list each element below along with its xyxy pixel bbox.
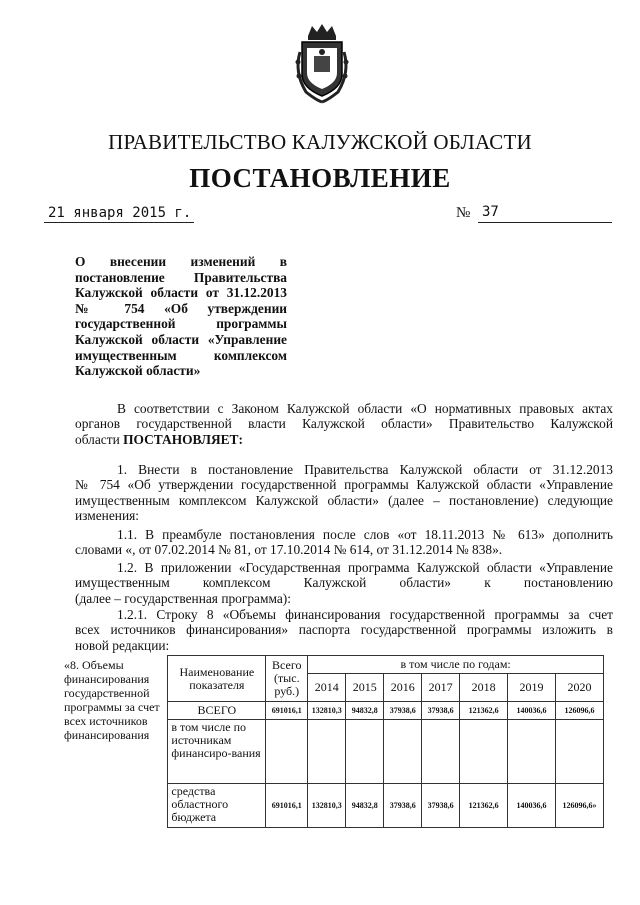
preamble-paragraph bbox=[75, 401, 613, 447]
paragraph-1-2 bbox=[75, 560, 613, 606]
year-header: 2019 bbox=[508, 674, 556, 702]
government-name: ПРАВИТЕЛЬСТВО КАЛУЖСКОЙ ОБЛАСТИ bbox=[108, 130, 532, 154]
row-label: ВСЕГО bbox=[168, 702, 266, 720]
text-line: новой редакции: bbox=[75, 637, 170, 653]
subject-line: имущественным комплексом bbox=[75, 347, 287, 363]
year-header: 2017 bbox=[422, 674, 460, 702]
year-header: 2014 bbox=[308, 674, 346, 702]
text-line: № 754 «Об утверждении государственной программы Калужской области «Управление bbox=[75, 477, 613, 493]
document-date: 21 января 2015 г. bbox=[48, 205, 192, 221]
text-line: всех источников финансирования» паспорта государственной программы изложить в bbox=[75, 622, 613, 638]
decree-keyword: ПОСТАНОВЛЯЕТ: bbox=[123, 431, 243, 447]
year-header: 2016 bbox=[384, 674, 422, 702]
text-line bbox=[75, 432, 613, 447]
table-cell: 132810,3 bbox=[308, 702, 346, 720]
row-label: средства областного бюджета bbox=[168, 784, 266, 828]
number-sign: № bbox=[456, 205, 471, 221]
table-cell: 126096,6 bbox=[555, 702, 603, 720]
table-cell: 126096,6» bbox=[555, 784, 603, 828]
text-line: имущественным комплексом Калужской области» к постановлению bbox=[75, 575, 613, 591]
subject-line: Калужской области «Управление bbox=[75, 331, 287, 347]
subject-line: О внесении изменений в bbox=[75, 254, 287, 269]
table-caption: «8. Объемы финансирования государственной программы за счет всех источников финансирования bbox=[64, 657, 160, 742]
subject-line: государственной программы bbox=[75, 316, 287, 332]
year-header: 2020 bbox=[555, 674, 603, 702]
date-underline bbox=[44, 222, 194, 223]
text-line: (далее – государственная программа): bbox=[75, 590, 291, 606]
text-line: 1.1. В преамбуле постановления после слов «от 18.11.2013 № 613» дополнить bbox=[117, 527, 613, 542]
text-fragment: области bbox=[75, 431, 124, 447]
text-line: 1.2. В приложении «Государственная программа Калужской области «Управление bbox=[117, 560, 613, 575]
table-cell: 94832,8 bbox=[346, 784, 384, 828]
year-header: 2018 bbox=[460, 674, 508, 702]
row-total: 691016,1 bbox=[266, 702, 308, 720]
document-type-title: ПОСТАНОВЛЕНИЕ bbox=[189, 163, 451, 193]
row-total: 691016,1 bbox=[266, 784, 308, 828]
table-cell bbox=[555, 720, 603, 784]
text-line: органов государственной власти Калужской области» Правительство Калужской bbox=[75, 416, 613, 432]
table-cell: 140036,6 bbox=[508, 702, 556, 720]
text-line: словами «, от 07.02.2014 № 81, от 17.10.2014 № 614, от 31.12.2014 № 838». bbox=[75, 542, 503, 558]
document-subject bbox=[75, 254, 287, 379]
text-line: 1.2.1. Строку 8 «Объемы финансирования государственной программы за счет bbox=[117, 607, 613, 622]
table-cell bbox=[508, 720, 556, 784]
coat-of-arms-emblem bbox=[290, 22, 354, 104]
subject-line: постановление Правительства bbox=[75, 269, 287, 285]
table-cell: 37938,6 bbox=[384, 702, 422, 720]
table-cell: 94832,8 bbox=[346, 702, 384, 720]
table-cell: 121362,6 bbox=[460, 702, 508, 720]
subject-line: Калужской области от 31.12.2013 bbox=[75, 285, 287, 301]
table-cell bbox=[346, 720, 384, 784]
year-header: 2015 bbox=[346, 674, 384, 702]
text-line: В соответствии с Законом Калужской области «О нормативных правовых актах bbox=[117, 401, 613, 416]
table-cell: 140036,6 bbox=[508, 784, 556, 828]
paragraph-1-2-1 bbox=[75, 607, 613, 653]
table-cell: 37938,6 bbox=[422, 784, 460, 828]
table-cell: 37938,6 bbox=[422, 702, 460, 720]
text-line: 1. Внести в постановление Правительства Калужской области от 31.12.2013 bbox=[117, 462, 613, 477]
subject-line: № 754 «Об утверждении bbox=[75, 300, 287, 316]
years-header: в том числе по годам: bbox=[308, 656, 604, 674]
table-cell bbox=[308, 720, 346, 784]
column-header-name: Наименование показателя bbox=[168, 656, 266, 702]
text-line: изменения: bbox=[75, 508, 140, 524]
paragraph-1-1 bbox=[75, 527, 613, 558]
text-line: имущественным комплексом Калужской области» (далее – постановление) следующие bbox=[75, 492, 613, 508]
table-cell: 132810,3 bbox=[308, 784, 346, 828]
table-cell bbox=[422, 720, 460, 784]
table-cell: 121362,6 bbox=[460, 784, 508, 828]
subject-line: Калужской области» bbox=[75, 363, 201, 379]
financing-table bbox=[60, 655, 604, 828]
table-cell bbox=[384, 720, 422, 784]
table-cell bbox=[460, 720, 508, 784]
row-label: в том числе по источникам финансиро-вания bbox=[168, 720, 266, 784]
row-total bbox=[266, 720, 308, 784]
column-header-total: Всего (тыс. руб.) bbox=[266, 656, 308, 702]
table-cell: 37938,6 bbox=[384, 784, 422, 828]
document-number: 37 bbox=[482, 204, 499, 220]
paragraph-1 bbox=[75, 462, 613, 524]
number-underline bbox=[478, 222, 612, 223]
